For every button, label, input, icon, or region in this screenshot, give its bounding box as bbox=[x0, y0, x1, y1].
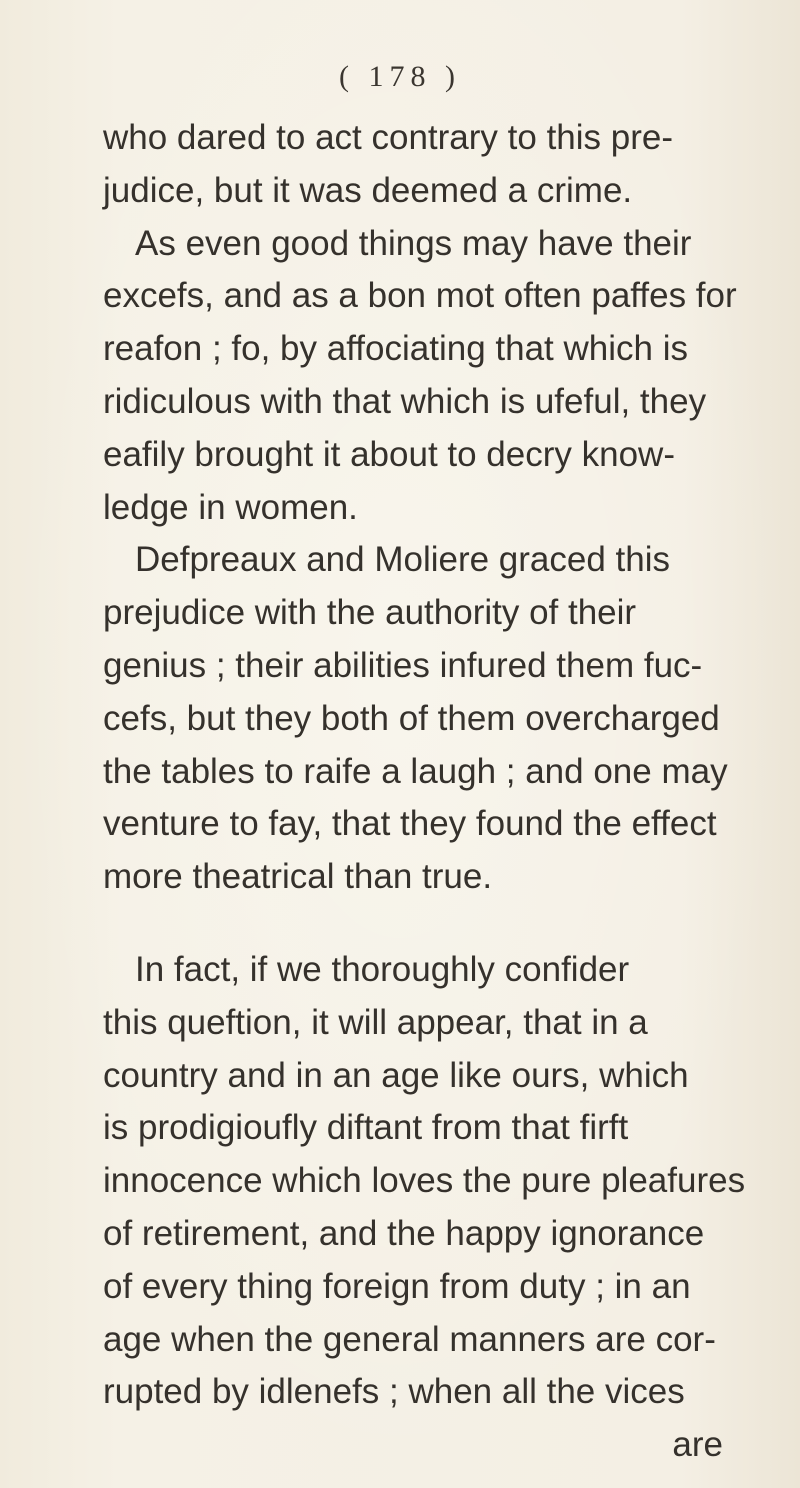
text-line: more theatrical than true. bbox=[103, 857, 493, 897]
text-line: eafily brought it about to decry know- bbox=[103, 434, 675, 474]
paragraph-start-line: In fact, if we thoroughly confider bbox=[135, 949, 630, 989]
text-line: is prodigioufly diftant from that firft bbox=[103, 1108, 629, 1148]
text-line: reafon ; fo, by affociating that which is bbox=[103, 329, 688, 369]
text-line: country and in an age like ours, which bbox=[103, 1055, 689, 1095]
paragraph-start-line: Defpreaux and Moliere graced this bbox=[135, 540, 671, 580]
page-number: ( 178 ) bbox=[339, 60, 461, 93]
text-line: age when the general manners are cor- bbox=[103, 1319, 716, 1359]
paragraph-start-line: As even good things may have their bbox=[135, 223, 692, 263]
text-line: cefs, but they both of them overcharged bbox=[103, 698, 720, 738]
text-line: of every thing foreign from duty ; in an bbox=[103, 1266, 691, 1306]
text-line: venture to fay, that they found the effect bbox=[103, 804, 717, 844]
text-line: who dared to act contrary to this pre- bbox=[103, 118, 673, 157]
paragraph-gap bbox=[103, 904, 763, 944]
text-line: ridiculous with that which is ufeful, they bbox=[103, 381, 707, 421]
text-line: of retirement, and the happy ignorance bbox=[103, 1213, 705, 1253]
text-line: rupted by idlenefs ; when all the vices bbox=[103, 1372, 685, 1412]
text-line: ledge in women. bbox=[103, 487, 358, 527]
text-line: genius ; their abilities infured them fuc- bbox=[103, 645, 703, 685]
text-line: the tables to raife a laugh ; and one may bbox=[103, 751, 728, 791]
text-line: judice, but it was deemed a crime. bbox=[103, 170, 633, 210]
body-text bbox=[103, 112, 763, 1472]
catchword: are bbox=[672, 1425, 723, 1465]
text-line: innocence which loves the pure pleafures bbox=[103, 1161, 746, 1201]
text-line: prejudice with the authority of their bbox=[103, 593, 637, 633]
text-line: this queftion, it will appear, that in a bbox=[103, 1002, 648, 1042]
text-line: excefs, and as a bon mot often paffes for bbox=[103, 276, 737, 316]
